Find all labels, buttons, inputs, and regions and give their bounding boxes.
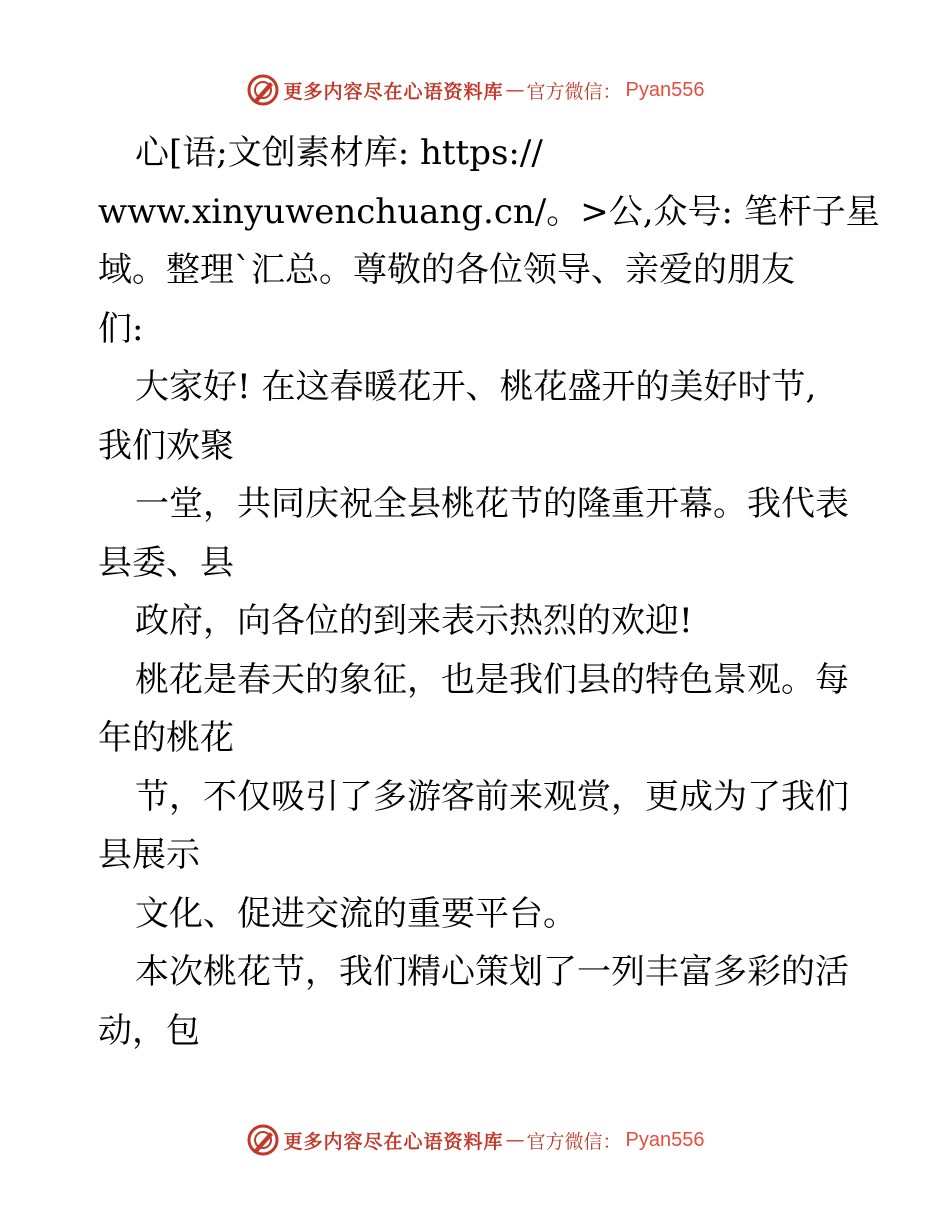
body-line: 们: [98, 308, 144, 349]
body-line: 县展示 [98, 835, 200, 875]
body-line: 我们欢聚 [98, 425, 234, 466]
body-line: 政府，向各位的到来表示热烈的欢迎! [135, 601, 693, 641]
pen-logo-icon [246, 1123, 280, 1157]
footer-banner-text: 更多内容尽在心语资料库 [283, 1130, 504, 1153]
body-line: 心[语;文创素材库: https:// [135, 133, 543, 173]
document-body [98, 124, 880, 1060]
body-line: 年的桃花 [98, 718, 234, 758]
pen-logo-icon [246, 73, 280, 107]
body-line: 节，不仅吸引了多游客前来观赏，更成为了我们 [135, 776, 849, 817]
header-wechat-id: Pyan556 [625, 78, 705, 101]
body-line: 县委、县 [98, 542, 234, 583]
header-banner-separator: — [505, 79, 525, 101]
body-line: 本次桃花节，我们精心策划了一列丰富多彩的活 [135, 952, 849, 992]
footer-banner-separator: — [505, 1129, 525, 1151]
body-line: 桃花是春天的象征，也是我们县的特色景观。每 [135, 659, 849, 700]
body-line: www.xinyuwenchuang.cn/。>公,众号: 笔杆子星 [98, 191, 880, 232]
body-line: 大家好! 在这春暖花开、桃花盛开的美好时节, [135, 367, 817, 407]
footer-banner [0, 1120, 950, 1160]
header-wechat-label: 官方微信： [526, 80, 622, 103]
body-line: 域。整理`汇总。尊敬的各位领导、亲爱的朋友 [98, 250, 795, 290]
body-line: 一堂，共同庆祝全县桃花节的隆重开幕。我代表 [135, 484, 849, 524]
header-banner [0, 70, 950, 110]
body-line: 动，包 [98, 1010, 200, 1051]
header-banner-text: 更多内容尽在心语资料库 [283, 80, 504, 103]
body-line: 文化、促进交流的重要平台。 [135, 893, 577, 934]
footer-wechat-id: Pyan556 [625, 1128, 705, 1151]
footer-wechat-label: 官方微信： [526, 1130, 622, 1153]
